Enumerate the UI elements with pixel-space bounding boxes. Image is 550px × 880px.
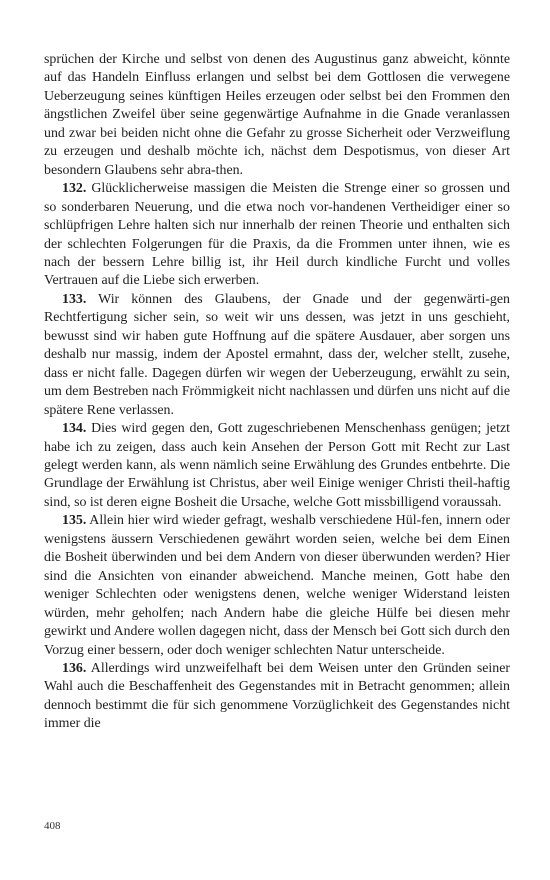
- paragraph-number: 134.: [62, 421, 87, 437]
- paragraph-text: Allein hier wird wieder gefragt, weshalb verschiedene Hül-fen, innern oder wenigstens äussern Verschiedenen gewährt worden seien, welche bei dem Einen die Bosheit überwinden und bei dem Andern von dieser überwunden werden? Hier sind die Ansichten von einander abweichend. Manche meinen, Gott habe den weniger Schlechten oder wenigstens denen, welche weniger Widerstand leisten würden, mehr geholfen; nach Andern habe die gleiche Hülfe bei diesen mehr gewirkt und Andere wollen dagegen nicht, dass der Mensch bei Gott sich durch den Vorzug einer bessern, oder doch weniger schlechten Natur unterscheide.: [44, 513, 510, 658]
- paragraph-number: 132.: [62, 181, 87, 197]
- paragraph-text: sprüchen der Kirche und selbst von denen des Augustinus ganz abweicht, könnte auf das Handeln Einfluss erlangen und selbst bei dem Gottlosen die verwegene Ueberzeugung seines künftigen Heiles erzeugen oder selbst bei den Frommen den ängstlichen Zweifel über seine gegenwärtige Aufnahme in die Gnade veranlassen und zwar bei beiden nicht ohne die Gefahr zu grosse Sicherheit oder Verzweiflung zu erzeugen und deshalb möchte ich, nächst dem Despotismus, von dieser Art besondern Glaubens sehr abra-then.: [44, 52, 510, 178]
- paragraph-132: [44, 180, 510, 291]
- paragraph-text: Wir können des Glaubens, der Gnade und der gegenwärti-gen Rechtfertigung sicher sein, so weit wir uns dessen, was jetzt in uns geschieht, bewusst sind wir haben gute Hoffnung auf die spätere Ausdauer, aber sorgen uns deshalb nur massig, indem der Apostel ermahnt, dass der, welcher stellt, zusehe, dass er nicht falle. Dagegen dürfen wir wegen der Ueberzeugung, erwählt zu sein, um dem Bestreben nach Frömmigkeit nicht nachlassen und dürfen uns nicht auf die spätere Rene verlassen.: [44, 291, 510, 418]
- paragraph-135: [44, 512, 510, 660]
- paragraph-number: 133.: [62, 291, 87, 307]
- page-body: [44, 51, 510, 734]
- paragraph-134: [44, 420, 510, 512]
- paragraph-continued: [44, 51, 510, 180]
- paragraph-133: [44, 291, 510, 420]
- paragraph-text: Glücklicherweise massigen die Meisten die Strenge einer so grossen und so sonderbaren Neuerung, und die etwa noch vor-handenen Vertheidiger einer so schlüpfrigen Lehre halten sich nur innerhalb der reinen Theorie und enthalten sich der schlechten Folgerungen für die Praxis, da die Frommen unter ihnen, wie es nach der bessern Lehre billig ist, ihr Heil durch kindliche Furcht und volles Vertrauen auf die Liebe sich erwerben.: [44, 181, 510, 289]
- paragraph-number: 135.: [62, 513, 87, 529]
- page-number: 408: [44, 820, 61, 832]
- paragraph-136: [44, 660, 510, 734]
- paragraph-text: Allerdings wird unzweifelhaft bei dem Weisen unter den Gründen seiner Wahl auch die Beschaffenheit des Gegenstandes mit in Betracht genommen; allein dennoch bestimmt die für sich genommene Vorzüglichkeit des Gegenstandes nicht immer die: [44, 660, 510, 732]
- paragraph-text: Dies wird gegen den, Gott zugeschriebenen Menschenhass genügen; jetzt habe ich zu zeigen, dass auch kein Ansehen der Person Gott mit Recht zur Last gelegt werden kann, als wenn nämlich seine Erwählung des Grundes entbehrte. Die Grundlage der Erwählung ist Christus, aber weil Einige weniger Christi theil-haftig sind, so ist deren eigne Bosheit die Ursache, welche Gott missbilligend voraussah.: [44, 421, 510, 510]
- paragraph-number: 136.: [62, 660, 87, 676]
